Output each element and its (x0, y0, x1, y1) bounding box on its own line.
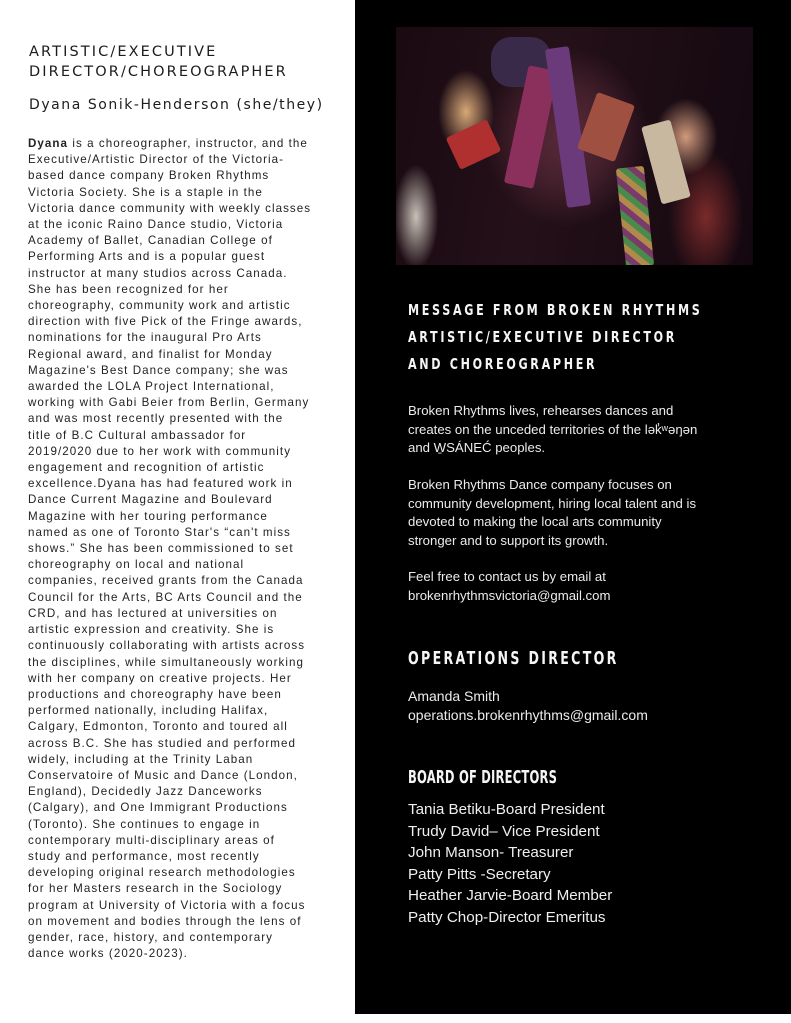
contact-paragraph (408, 568, 738, 605)
photo-detail (616, 166, 654, 265)
photo-detail (577, 92, 635, 162)
bio-line: (Toronto). She continues to engage in (28, 817, 261, 831)
text-line: and W̱SÁNEĆ peoples. (408, 440, 546, 455)
bio-line: companies, received grants from the Canada (28, 574, 304, 588)
bio-line: excellence.Dyana has had featured work in (28, 477, 293, 491)
board-member: Patty Pitts -Secretary (408, 865, 551, 883)
role-heading-line: DIRECTOR/CHOREOGRAPHER (29, 64, 288, 80)
board-member: Patty Chop-Director Emeritus (408, 908, 606, 926)
bio-line: working with Gabi Beier from Berlin, Germany (28, 396, 310, 410)
bio-line: instructor at many studios across Canada. (28, 266, 288, 280)
bio-line: at the iconic Raino Dance studio, Victoria (28, 218, 284, 232)
bio-line: developing original research methodologies (28, 866, 296, 880)
operations-info (408, 687, 738, 724)
bio-line: on movement and bodies through the lens of (28, 914, 302, 928)
bio-line: shows.” She has been commissioned to set (28, 542, 294, 556)
role-heading-line: ARTISTIC/EXECUTIVE (29, 44, 218, 60)
bio-line: choreography on local and national (28, 558, 245, 572)
operations-director-name: Amanda Smith (408, 688, 500, 704)
text-line: community development, hiring local talent and is (408, 495, 697, 511)
company-focus-paragraph (408, 476, 738, 550)
board-member: Heather Jarvie-Board Member (408, 887, 613, 904)
bio-line: (Calgary), and One Immigrant Productions (28, 801, 288, 815)
bio-line: the disciplines, while simultaneously working (28, 655, 305, 669)
text-line: stronger and to support its growth. (408, 532, 609, 548)
bio-line (28, 136, 346, 152)
message-heading (408, 297, 703, 378)
contact-email-link[interactable]: brokenrhythmsvictoria@gmail.com (408, 587, 611, 603)
right-panel (355, 0, 791, 1014)
bio-line: continuously collaborating with artists across (28, 639, 306, 653)
bio-line: direction with five Pick of the Fringe awards, (28, 315, 303, 329)
bio-line: Regional award, and finalist for Monday (28, 347, 273, 361)
bio-line: for her Masters research in the Sociology (28, 882, 283, 896)
dance-performance-photo (396, 27, 753, 265)
bio-line: Victoria Society. She is a staple in the (28, 185, 263, 199)
bio-line: Calgary, Edmonton, Toronto and toured all (28, 720, 288, 734)
bio-line: dance works (2020-2023). (28, 947, 188, 961)
operations-heading: OPERATIONS DIRECTOR (408, 648, 619, 669)
bio-line: Executive/Artistic Director of the Victoria- (28, 153, 285, 167)
bio-line: productions and choreography have been (28, 687, 282, 701)
bio-line: title of B.C Cultural ambassador for (28, 428, 247, 442)
text-line: Broken Rhythms lives, rehearses dances and (408, 403, 674, 418)
bio-line: performed nationally, including Halifax, (28, 704, 269, 718)
photo-detail (446, 119, 502, 170)
territory-acknowledgement (408, 402, 738, 458)
message-heading-line: ARTISTIC/EXECUTIVE DIRECTOR (408, 328, 678, 346)
contact-text: Feel free to contact us by email at (408, 569, 606, 584)
bio-line: Council for the Arts, BC Arts Council and the (28, 590, 303, 604)
bio-line: Academy of Ballet, Canadian College of (28, 234, 273, 248)
bio-line-text: is a choreographer, instructor, and the (68, 137, 308, 150)
bio-line: Victoria dance community with weekly classes (28, 201, 312, 215)
bio-line: based dance company Broken Rhythms (28, 169, 270, 183)
board-member: Trudy David– Vice President (408, 822, 600, 840)
bio-line: CRD, and has lectured at universities on (28, 606, 278, 620)
bio-line: study and performance, most recently (28, 849, 260, 863)
bio-line: gender, race, history, and contemporary (28, 930, 274, 944)
board-members-list (408, 799, 612, 928)
operations-email-link[interactable]: operations.brokenrhythms@gmail.com (408, 706, 648, 723)
bio-line: Conservatoire of Music and Dance (London, (28, 768, 298, 782)
bio-line: program at University of Victoria with a focus (28, 898, 306, 912)
bio-line: and was most recently presented with the (28, 412, 284, 426)
bio-line: Magazine with her touring performance (28, 509, 268, 523)
bio-line: nominations for the inaugural Pro Arts (28, 331, 262, 345)
bio-line: England), Decidedly Jazz Danceworks (28, 785, 263, 799)
bio-line: Magazine's Best Dance company; she was (28, 363, 289, 377)
bio-line: Performing Arts and is a popular guest (28, 250, 266, 264)
bio-lead-name: Dyana (28, 137, 69, 150)
bio-line: artistic expression and creativity. She is (28, 623, 275, 637)
message-heading-line: AND CHOREOGRAPHER (408, 355, 598, 373)
bio-line: with her company on creative projects. Her (28, 671, 292, 685)
bio-line: named as one of Toronto Star's “can't miss (28, 525, 291, 539)
board-member: John Manson- Treasurer (408, 844, 574, 861)
bio-line: across B.C. She has studied and performed (28, 736, 296, 750)
person-name: Dyana Sonik-Henderson (she/they) (29, 97, 324, 113)
left-column (0, 0, 355, 1023)
text-line: creates on the unceded territories of the lək̓ʷəŋən (408, 421, 698, 437)
bio-line: contemporary multi-disciplinary areas of (28, 833, 275, 847)
bio-line: 2019/2020 due to her work with community (28, 444, 292, 458)
bio-line: She has been recognized for her (28, 282, 229, 296)
text-line: Broken Rhythms Dance company focuses on (408, 477, 672, 492)
bio-line: engagement and recognition of artistic (28, 461, 265, 475)
bio-line: choreography, community work and artistic (28, 299, 291, 313)
message-heading-line: MESSAGE FROM BROKEN RHYTHMS (408, 301, 703, 319)
photo-detail (641, 119, 691, 204)
board-heading: BOARD OF DIRECTORS (408, 768, 558, 788)
bio-line: Dance Current Magazine and Boulevard (28, 493, 273, 507)
bio-line: awarded the LOLA Project International, (28, 380, 275, 394)
board-member: Tania Betiku-Board President (408, 801, 605, 818)
bio-line: widely, including at the Trinity Laban (28, 752, 254, 766)
bio-paragraph (28, 136, 346, 962)
role-heading (29, 42, 349, 82)
text-line: devoted to making the local arts community (408, 514, 662, 529)
